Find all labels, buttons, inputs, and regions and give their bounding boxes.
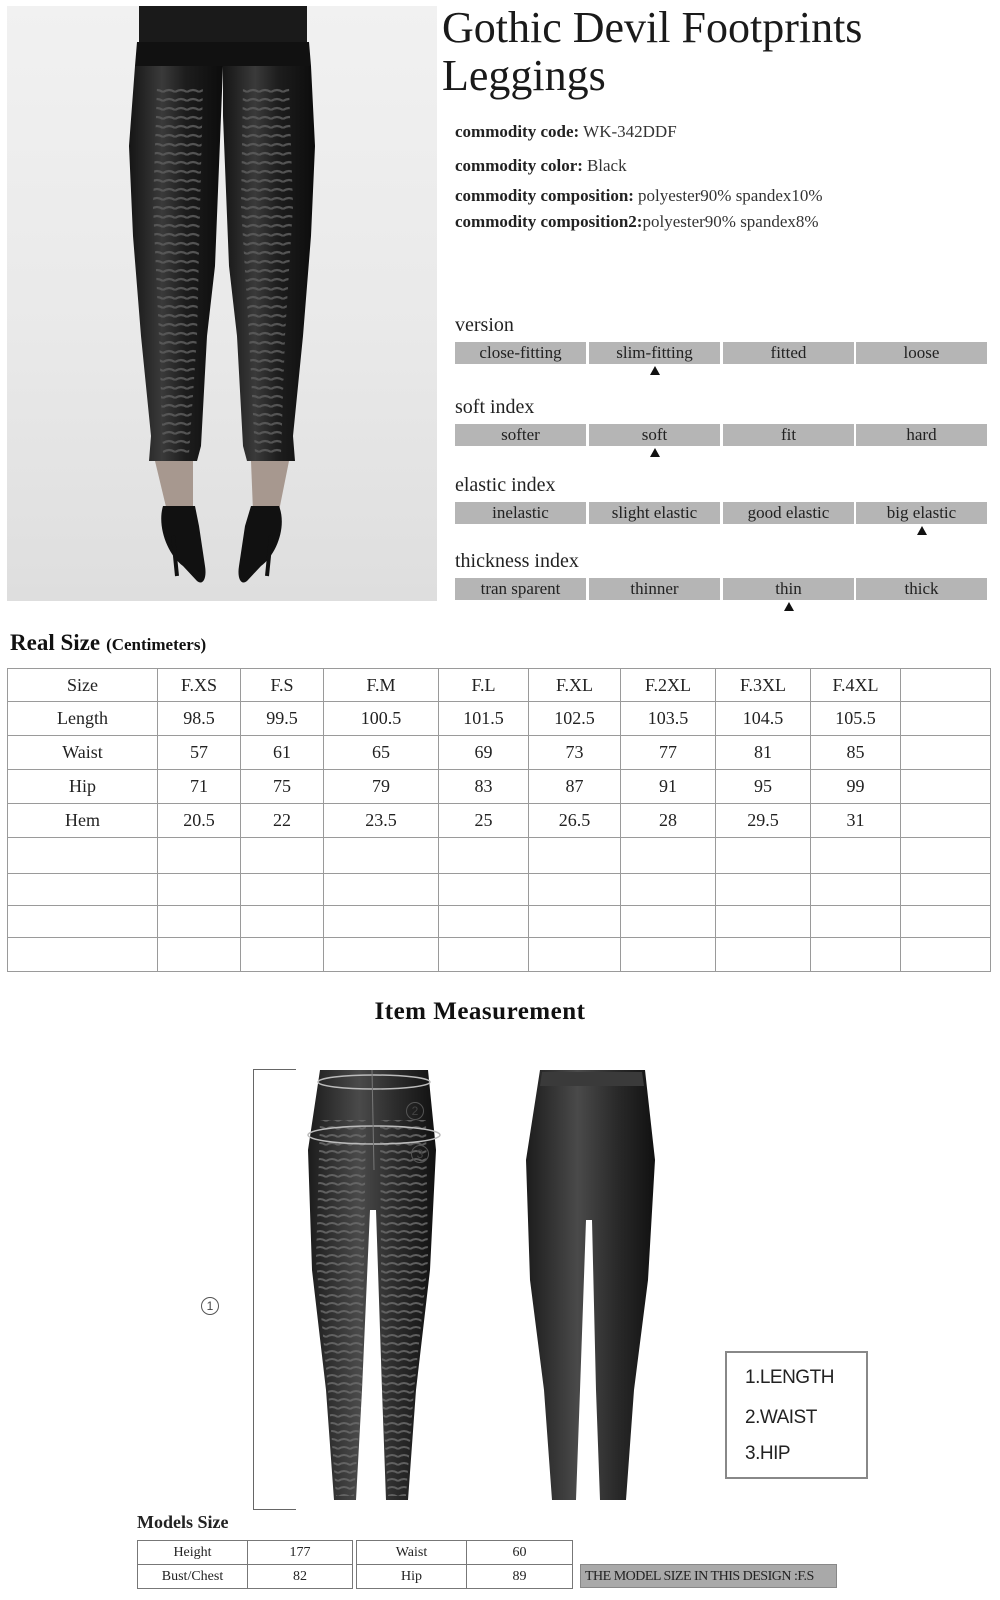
table-cell [241, 874, 324, 906]
scale-option [589, 424, 720, 446]
table-row [8, 906, 991, 938]
table-cell: 75 [241, 770, 324, 804]
table-cell: 77 [621, 736, 716, 770]
table-cell [439, 906, 529, 938]
selection-triangle-icon [917, 526, 927, 535]
table-cell: 28 [621, 804, 716, 838]
scale-option [589, 342, 720, 364]
spec-value: polyester90% spandex8% [642, 212, 819, 231]
scale-thickness-index [455, 578, 987, 600]
table-cell [439, 938, 529, 972]
scale-option-label: tran sparent [480, 579, 561, 598]
table-cell [158, 906, 241, 938]
table-header-row [8, 669, 991, 702]
models-size-table-left [137, 1540, 353, 1589]
table-cell [811, 906, 901, 938]
table-header-cell: F.M [324, 669, 439, 702]
table-cell: 22 [241, 804, 324, 838]
table-cell [241, 906, 324, 938]
table-cell [158, 838, 241, 874]
table-cell [621, 906, 716, 938]
table-header-cell: F.4XL [811, 669, 901, 702]
models-size-table-right [356, 1540, 573, 1589]
scale-option [455, 342, 586, 364]
table-cell [901, 838, 991, 874]
scale-option [455, 502, 586, 524]
scale-option [856, 342, 987, 364]
table-row [8, 736, 991, 770]
measurement-legend [725, 1351, 868, 1479]
table-cell: 101.5 [439, 702, 529, 736]
table-cell: 79 [324, 770, 439, 804]
scale-option-label: fit [780, 425, 797, 444]
table-cell: 29.5 [716, 804, 811, 838]
table-cell [901, 874, 991, 906]
table-cell [901, 736, 991, 770]
table-cell [439, 874, 529, 906]
table-row [8, 874, 991, 906]
table-row [357, 1541, 573, 1565]
table-header-cell: F.L [439, 669, 529, 702]
model-legs-illustration [7, 6, 437, 601]
table-cell [158, 938, 241, 972]
table-cell: 25 [439, 804, 529, 838]
table-cell [716, 838, 811, 874]
table-cell: 81 [716, 736, 811, 770]
spec-value: WK-342DDF [583, 122, 677, 141]
spec-label: commodity composition2: [455, 212, 643, 231]
scale-option [856, 424, 987, 446]
table-cell: 65 [324, 736, 439, 770]
table-cell: 99.5 [241, 702, 324, 736]
table-cell: 57 [158, 736, 241, 770]
scale-option-label: thick [904, 579, 939, 598]
scale-version [455, 342, 987, 364]
table-cell: 99 [811, 770, 901, 804]
selection-triangle-icon [784, 602, 794, 611]
table-cell [8, 874, 158, 906]
table-cell: 91 [621, 770, 716, 804]
table-cell [716, 938, 811, 972]
models-size-heading: Models Size [137, 1512, 229, 1532]
marker-hip-circle: 3 [411, 1145, 429, 1163]
scale-option-label: loose [903, 343, 940, 362]
scale-option [723, 578, 854, 600]
table-header-cell [901, 669, 991, 702]
table-cell: Hip [357, 1565, 467, 1589]
scale-option-label: fitted [770, 343, 807, 362]
table-cell: Bust/Chest [138, 1565, 248, 1589]
table-cell [8, 838, 158, 874]
scale-option [589, 578, 720, 600]
back-leggings [526, 1070, 655, 1500]
table-cell [621, 874, 716, 906]
table-cell: 98.5 [158, 702, 241, 736]
table-cell: 103.5 [621, 702, 716, 736]
spec-label: commodity composition: [455, 186, 634, 205]
table-header-cell: F.S [241, 669, 324, 702]
legend-item-waist: 2.WAIST [745, 1407, 817, 1428]
table-cell: 100.5 [324, 702, 439, 736]
table-cell [621, 838, 716, 874]
spec-value: Black [586, 156, 627, 175]
spec-commodity-color [455, 156, 627, 176]
legend-item-length: 1.LENGTH [745, 1367, 834, 1388]
spec-commodity-composition [455, 186, 823, 206]
table-cell [716, 906, 811, 938]
table-cell: 177 [248, 1541, 353, 1565]
scale-option-label: softer [501, 425, 540, 444]
marker-waist-circle: 2 [406, 1102, 424, 1120]
table-cell [811, 874, 901, 906]
scale-option-label: good elastic [747, 503, 830, 522]
front-leggings [308, 1070, 440, 1500]
size-table-heading [10, 630, 206, 656]
scale-option-label: big elastic [886, 503, 957, 522]
scale-title-version: version [455, 314, 514, 336]
marker-length-circle: 1 [201, 1297, 219, 1315]
table-row [357, 1565, 573, 1589]
table-cell [901, 702, 991, 736]
table-row [8, 770, 991, 804]
table-cell [901, 804, 991, 838]
table-cell: 87 [529, 770, 621, 804]
table-cell [529, 906, 621, 938]
table-cell [529, 838, 621, 874]
scale-option [723, 342, 854, 364]
table-cell: Height [138, 1541, 248, 1565]
scale-title-elastic-index: elastic index [455, 474, 556, 496]
scale-option-label: soft [641, 425, 668, 444]
table-cell: Waist [8, 736, 158, 770]
spec-value: polyester90% spandex10% [637, 186, 823, 205]
scale-option [856, 578, 987, 600]
table-cell: 83 [439, 770, 529, 804]
table-cell [811, 838, 901, 874]
size-table-body [8, 669, 991, 972]
scale-title-thickness-index: thickness index [455, 550, 579, 572]
scale-option [455, 578, 586, 600]
scale-option [723, 424, 854, 446]
scale-elastic-index [455, 502, 987, 524]
table-cell [901, 906, 991, 938]
spec-commodity-code [455, 122, 677, 142]
table-cell: 95 [716, 770, 811, 804]
table-cell [241, 838, 324, 874]
table-cell: 61 [241, 736, 324, 770]
table-cell: 85 [811, 736, 901, 770]
table-cell: 20.5 [158, 804, 241, 838]
selection-triangle-icon [650, 448, 660, 457]
legend-item-hip: 3.HIP [745, 1443, 791, 1464]
scale-title-soft-index: soft index [455, 396, 535, 418]
scale-option-label: inelastic [492, 503, 549, 522]
table-cell: 23.5 [324, 804, 439, 838]
size-heading-title: Real Size [10, 630, 101, 655]
product-photo [7, 6, 437, 601]
table-cell [529, 874, 621, 906]
table-cell [241, 938, 324, 972]
table-cell: Length [8, 702, 158, 736]
table-header-cell: F.3XL [716, 669, 811, 702]
model-size-note: THE MODEL SIZE IN THIS DESIGN :F.S [580, 1564, 837, 1588]
table-header-cell: Size [8, 669, 158, 702]
table-cell [8, 906, 158, 938]
table-cell: 26.5 [529, 804, 621, 838]
table-cell [901, 938, 991, 972]
table-cell: 71 [158, 770, 241, 804]
table-cell [811, 938, 901, 972]
product-title: Gothic Devil Footprints Leggings [442, 3, 863, 100]
table-row [8, 838, 991, 874]
scale-option-label: thin [775, 579, 802, 598]
table-cell: 73 [529, 736, 621, 770]
scale-option-label: thinner [630, 579, 679, 598]
table-header-cell: F.XL [529, 669, 621, 702]
spec-label: commodity color: [455, 156, 583, 175]
spec-commodity-composition2 [455, 212, 819, 232]
table-cell [439, 838, 529, 874]
selection-triangle-icon [650, 366, 660, 375]
table-cell: 60 [467, 1541, 573, 1565]
size-table [7, 668, 991, 972]
table-cell [901, 770, 991, 804]
table-cell [324, 874, 439, 906]
table-cell [324, 938, 439, 972]
table-header-cell: F.XS [158, 669, 241, 702]
table-cell: 89 [467, 1565, 573, 1589]
table-cell [529, 938, 621, 972]
table-row [8, 804, 991, 838]
scale-option [856, 502, 987, 524]
table-cell: Waist [357, 1541, 467, 1565]
table-cell: 104.5 [716, 702, 811, 736]
table-cell: 82 [248, 1565, 353, 1589]
table-cell [158, 874, 241, 906]
scale-option [589, 502, 720, 524]
leggings-illustration [290, 1060, 760, 1520]
spec-label: commodity code: [455, 122, 580, 141]
table-row [8, 938, 991, 972]
scale-option [723, 502, 854, 524]
size-heading-unit: (Centimeters) [106, 635, 207, 654]
table-cell [8, 938, 158, 972]
table-cell: 31 [811, 804, 901, 838]
table-cell: 69 [439, 736, 529, 770]
table-cell [324, 838, 439, 874]
table-header-cell: F.2XL [621, 669, 716, 702]
scale-option [455, 424, 586, 446]
table-cell [324, 906, 439, 938]
table-cell [621, 938, 716, 972]
table-cell: Hem [8, 804, 158, 838]
table-cell [716, 874, 811, 906]
scale-option-label: hard [906, 425, 937, 444]
table-row [138, 1565, 353, 1589]
table-cell: 105.5 [811, 702, 901, 736]
table-cell: 102.5 [529, 702, 621, 736]
scale-option-label: slim-fitting [616, 343, 693, 362]
measurement-heading: Item Measurement [374, 998, 586, 1025]
table-row [8, 702, 991, 736]
scale-option-label: close-fitting [479, 343, 562, 362]
table-row [138, 1541, 353, 1565]
table-cell: Hip [8, 770, 158, 804]
scale-soft-index [455, 424, 987, 446]
scale-option-label: slight elastic [611, 503, 698, 522]
